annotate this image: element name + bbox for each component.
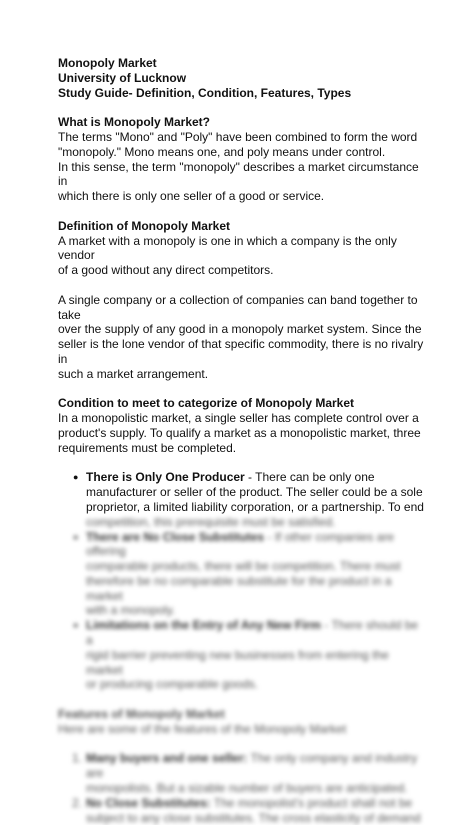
paragraph-line: Here are some of the features of the Monopoly Market: [58, 721, 347, 736]
section-heading-definition: Definition of Monopoly Market: [58, 218, 230, 233]
paragraph-line: over the supply of any good in a monopoly market system. Since the: [58, 322, 422, 337]
features-list: [58, 751, 428, 825]
bullet-text: comparable products, there will be competition. There must: [86, 559, 401, 574]
blurred-section-features: [58, 707, 428, 825]
bullet-text: therefore be no comparable substitute for the product in a market: [86, 573, 392, 603]
conditions-list: [58, 470, 428, 692]
bullet-bold-label: Limitations on the Entry of Any New Firm: [86, 618, 321, 633]
list-item: [58, 618, 428, 692]
section-heading-what-is: What is Monopoly Market?: [58, 115, 211, 130]
bullet-text: - There can be only one: [244, 470, 375, 485]
feature-text: subject to any close substitutes. The cross elasticity of demand: [86, 810, 421, 825]
paragraph-line: of a good without any direct competitors.: [58, 263, 274, 278]
paragraph-line: seller is the lone vendor of that specific commodity, there is no rivalry in: [58, 337, 424, 366]
paragraph-line: In this sense, the term "monopoly" describes a market circumstance in: [58, 159, 419, 189]
bullet-text: or producing comparable goods.: [86, 677, 259, 692]
document-title: Monopoly Market: [58, 56, 157, 70]
document-content: [58, 56, 428, 825]
feature-text: The monopolist's product shall not be: [210, 795, 413, 810]
feature-text: monopolists. But a sizable number of buyers are anticipated.: [86, 781, 408, 796]
paragraph-line: requirements must be completed.: [58, 440, 237, 455]
list-number: 1.: [72, 751, 83, 766]
list-item: [58, 470, 428, 529]
bullet-text: manufacturer or seller of the product. The seller could be a sole: [86, 485, 423, 500]
bullet-text: proprietor, a limited liability corporation, or a partnership. To end: [86, 499, 424, 514]
bullet-text: - If other companies are offering: [86, 529, 395, 559]
bullet-bold-label: There are No Close Substitutes: [86, 529, 265, 544]
list-item: [58, 751, 428, 795]
section-heading-condition: Condition to meet to categorize of Monopoly Market: [58, 396, 355, 411]
paragraph-line: The terms "Mono" and "Poly" have been combined to form the word: [58, 129, 418, 144]
paragraph-line: A single company or a collection of companies can band together to take: [58, 292, 418, 322]
section-heading-features: Features of Monopoly Market: [58, 707, 225, 722]
bullet-text: - There should be a: [86, 618, 419, 648]
feature-bold-label: No Close Substitutes:: [86, 795, 211, 810]
paragraph-line: product's supply. To qualify a market as a monopolistic market, three: [58, 425, 421, 440]
list-number: 2.: [72, 795, 83, 810]
document-institution: University of Lucknow: [58, 70, 187, 85]
bullet-text: rigid barrier preventing new businesses from entering the market: [86, 647, 389, 677]
feature-text: The only company and industry are: [86, 751, 418, 781]
list-item: [58, 530, 428, 619]
bullet-bold-label: There is Only One Producer: [86, 470, 245, 485]
paragraph-line: such a market arrangement.: [58, 366, 209, 381]
bullet-text-blurred: competition, this prerequisite must be satisfied.: [86, 514, 336, 529]
paragraph-line: "monopoly." Mono means one, and poly means under control.: [58, 144, 386, 159]
paragraph-line: A market with a monopoly is one in which a company is the only vendor: [58, 233, 397, 263]
paragraph-line: In a monopolistic market, a single seller has complete control over a: [58, 411, 419, 426]
bullet-text: with a monopoly.: [86, 603, 176, 618]
document-subtitle: Study Guide- Definition, Condition, Features, Types: [58, 85, 352, 100]
feature-bold-label: Many buyers and one seller:: [86, 751, 248, 766]
paragraph-line: which there is only one seller of a good or service.: [58, 189, 325, 204]
list-item: [58, 796, 428, 825]
